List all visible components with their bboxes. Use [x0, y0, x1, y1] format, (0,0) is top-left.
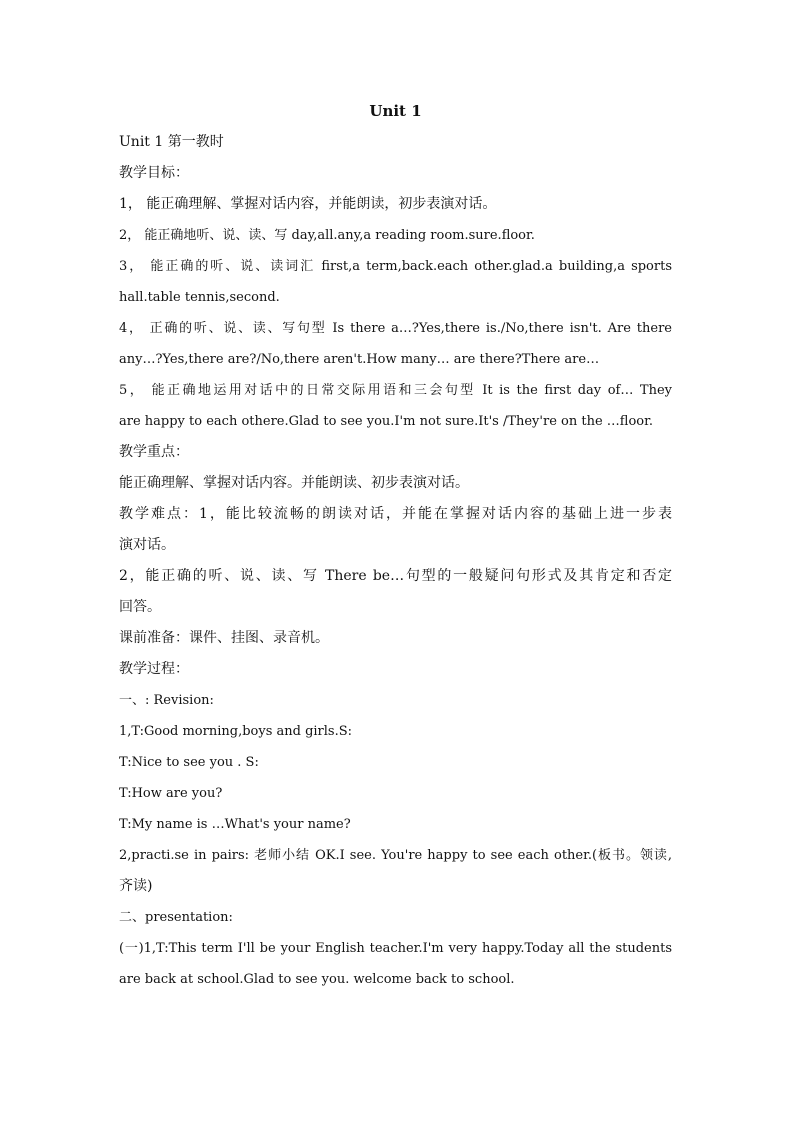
- text-line: 课前准备：课件、挂图、录音机。: [119, 630, 329, 646]
- text-line: 5， 能正确地运用对话中的日常交际用语和三会句型 It is the first day of… They: [119, 383, 672, 398]
- text-line: 演对话。: [119, 537, 175, 553]
- text-line: (一)1,T:This term I'll be your English teacher.I'm very happy.Today all the students: [119, 941, 672, 956]
- text-line: 二、presentation:: [119, 910, 233, 925]
- text-line: 一、: Revision:: [119, 693, 214, 708]
- text-line: are happy to each othere.Glad to see you.I'm not sure.It's /They're on the …floor.: [119, 414, 654, 429]
- text-line: 1,T:Good morning,boys and girls.S:: [119, 724, 353, 739]
- text-line: 教学目标：: [119, 165, 189, 181]
- document-page: [119, 96, 672, 995]
- text-line: 回答。: [119, 599, 161, 615]
- text-line: 2， 能正确地听、说、读、写 day,all.any,a reading room.sure.floor.: [119, 228, 535, 243]
- text-line: T:How are you?: [119, 786, 223, 801]
- text-line: T:Nice to see you . S:: [119, 755, 259, 770]
- text-line: any…?Yes,there are?/No,there aren't.How many… are there?There are…: [119, 352, 600, 367]
- text-line: 齐读): [119, 878, 153, 894]
- text-line: 教学过程：: [119, 661, 189, 677]
- text-line: 2,practi.se in pairs: 老师小结 OK.I see. You're happy to see each other.(板书。领读,: [119, 848, 672, 863]
- text-line: 3， 能正确的听、说、读词汇 first,a term,back.each other.glad.a building,a sports: [119, 259, 672, 274]
- text-line: 2，能正确的听、说、读、写 There be…句型的一般疑问句形式及其肯定和否定: [119, 568, 672, 584]
- document-title: Unit 1: [369, 102, 422, 120]
- text-line: hall.table tennis,second.: [119, 290, 280, 305]
- text-line: Unit 1 第一教时: [119, 134, 224, 150]
- text-line: 教学重点：: [119, 444, 189, 460]
- text-line: are back at school.Glad to see you. welcome back to school.: [119, 972, 515, 987]
- text-line: T:My name is …What's your name?: [119, 817, 351, 832]
- text-line: 4， 正确的听、说、读、写句型 Is there a…?Yes,there is./No,there isn't. Are there: [119, 321, 672, 336]
- text-line: 1， 能正确理解、掌握对话内容，并能朗读，初步表演对话。: [119, 196, 497, 212]
- text-line: 教学难点：1，能比较流畅的朗读对话，并能在掌握对话内容的基础上进一步表: [119, 506, 672, 522]
- text-line: 能正确理解、掌握对话内容。并能朗读、初步表演对话。: [119, 475, 469, 491]
